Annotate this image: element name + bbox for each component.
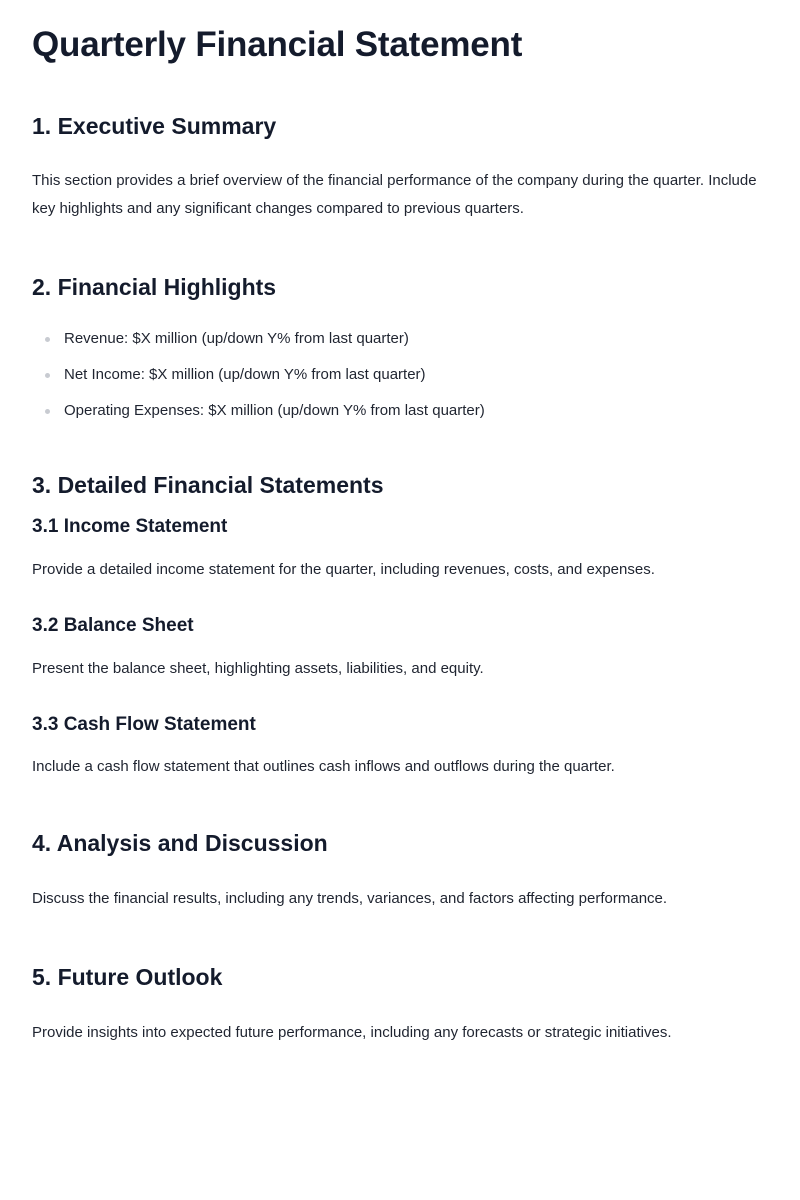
detailed-statements-section xyxy=(32,471,768,781)
future-outlook-section xyxy=(32,963,768,1047)
analysis-section xyxy=(32,829,768,913)
document-title: Quarterly Financial Statement xyxy=(32,25,523,64)
income-statement-text: Provide a detailed income statement for the quarter, including revenues, costs, and expenses. xyxy=(32,560,655,578)
highlight-item-operating-expenses: Operating Expenses: $X million (up/down Y% from last quarter) xyxy=(64,401,768,421)
analysis-heading: 4. Analysis and Discussion xyxy=(32,830,328,857)
balance-sheet-heading: 3.2 Balance Sheet xyxy=(32,614,194,636)
balance-sheet-subsection xyxy=(32,614,768,683)
financial-highlights-section xyxy=(32,273,768,421)
detailed-statements-heading: 3. Detailed Financial Statements xyxy=(32,472,384,499)
financial-highlights-list xyxy=(32,329,768,421)
cash-flow-text: Include a cash flow statement that outlines cash inflows and outflows during the quarter. xyxy=(32,758,615,776)
executive-summary-text: This section provides a brief overview of the financial performance of the company during the quarter. Include key highlights and any significant changes compared to previous quarters. xyxy=(32,172,757,218)
income-statement-heading: 3.1 Income Statement xyxy=(32,516,228,538)
highlight-item-net-income: Net Income: $X million (up/down Y% from last quarter) xyxy=(64,365,768,385)
highlight-item-revenue: Revenue: $X million (up/down Y% from last quarter) xyxy=(64,329,768,349)
cash-flow-heading: 3.3 Cash Flow Statement xyxy=(32,713,256,735)
cash-flow-subsection xyxy=(32,713,768,782)
executive-summary-heading: 1. Executive Summary xyxy=(32,112,277,139)
future-outlook-heading: 5. Future Outlook xyxy=(32,964,223,991)
analysis-text: Discuss the financial results, including any trends, variances, and factors affecting performance. xyxy=(32,890,668,908)
balance-sheet-text: Present the balance sheet, highlighting assets, liabilities, and equity. xyxy=(32,659,484,677)
income-statement-subsection xyxy=(32,515,768,584)
executive-summary-section xyxy=(32,112,768,224)
financial-highlights-heading: 2. Financial Highlights xyxy=(32,274,277,301)
future-outlook-text: Provide insights into expected future performance, including any forecasts or strategic initiatives. xyxy=(32,1024,672,1042)
